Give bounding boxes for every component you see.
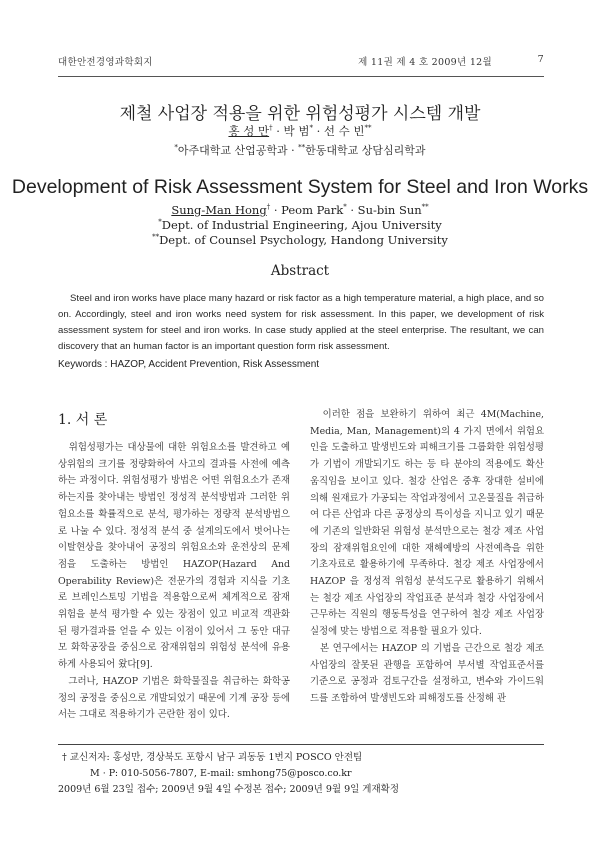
issue-info: 제 11권 제 4 호 2009년 12월	[358, 57, 492, 68]
footnote-divider	[58, 744, 544, 745]
en-author-3-mark: **	[421, 203, 429, 212]
korean-author-1: 홍 성 만	[228, 124, 270, 138]
en-affil-mark-1: *	[158, 218, 162, 227]
footnote-corresponding	[62, 750, 362, 766]
paragraph: 이러한 점을 보완하기 위하여 최근 4M(Machine, Media, Man, Management)의 4 가지 면에서 위험요인을 도출하고 발생빈도와 피해크기를 그룹화한 위험성평가 기법이 개발되기도 하는 등 타 분야의 적용에도 확산 움직임을 보이고 있다. 철강 산업은 중후 장대한 설비에 의해 원재료가 가공되는 작업과정에서 고온물질을 취급하여 다른 산업과 다른 공정상의 특이성을 지니고 있기 때문에 기존의 일반화된 위험성 분석만으로는 철강 제조 사업장의 잠재위험요인에 대한 재해예방의 사전예측을 위한 기초자료로 활용하기에 무족하다. 철강 제조 사업장에서 HAZOP 을 정성적 위험성 분석도구로 활용하기 위해서는 철강 제조 사업장의 작업표준 분석과 철강 사업장에서 근무하는 직원의 행동특성을 연구하여 철강 제조 사업장 실정에 맞는 방법으로 적용할 필요가 있다.	[310, 409, 544, 638]
english-affiliation-1	[0, 218, 600, 232]
author-1-mark: †	[269, 124, 273, 133]
keywords-label: Keywords	[58, 359, 102, 370]
paragraph: 본 연구에서는 HAZOP 의 기법을 근간으로 철강 제조 사업장의 잘못된 관행을 포함하여 부서별 작업표준서를 기준으로 공정과 검토구간을 설정하고, 변수와 가이드워드를 조합하여 발생빈도와 피해정도를 산정해 관	[310, 642, 544, 704]
english-title: Development of Risk Assessment System for Steel and Iron Works	[11, 176, 589, 198]
footnote-dates: 2009년 6월 23일 접수; 2009년 9월 4일 수정본 접수; 2009년 9월 9일 게재확정	[58, 784, 400, 795]
header-divider	[58, 76, 544, 77]
korean-author-3: · 선 수 빈	[312, 124, 365, 138]
english-affiliation-2-text: Dept. of Counsel Psychology, Handong University	[159, 233, 448, 247]
footnote-contact: M · P: 010-5056-7807, E-mail: smhong75@posco.co.kr	[90, 768, 352, 779]
paragraph: 그러나, HAZOP 기법은 화학물질을 취급하는 화학공정의 공정을 중심으로 개발되었기 때문에 기계 공장 등에서는 그대로 적용하기가 곤란한 점이 있다.	[58, 675, 290, 721]
korean-affiliation-2: 한동대학교 상담심리학과	[305, 144, 426, 157]
en-author-1-mark: †	[266, 203, 271, 212]
right-column	[310, 407, 544, 708]
korean-affiliation-1: 아주대학교 산업공학과 ·	[177, 144, 299, 157]
english-affiliation-2	[0, 233, 600, 247]
korean-author-2: · 박 범	[272, 124, 310, 138]
footnote-line-1: 교신저자: 홍성만, 경상북도 포항시 남구 괴동동 1번지 POSCO 안전팀	[69, 752, 363, 763]
english-authors	[0, 203, 600, 217]
affil-mark-1: *	[174, 143, 178, 152]
abstract-text: Steel and iron works have place many hazard or risk factor as a high temperature material, a high place, and so on. Accordingly, steel and iron works need system for risk assessment. In this paper, we development of risk assessment system for steel and iron works. In case study applied at the steel enterprise. The resultant, we can discovery that an human factor is an important question form risk assessment.	[58, 293, 544, 352]
keywords-list: HAZOP, Accident Prevention, Risk Assessment	[110, 359, 320, 370]
keywords-separator: :	[101, 359, 111, 370]
english-author-1: Sung-Man Hong	[171, 203, 267, 217]
left-column	[58, 440, 290, 724]
korean-authors	[0, 123, 600, 139]
journal-name: 대한안전경영과학회지	[58, 57, 153, 68]
page-number: 7	[537, 54, 544, 65]
footnote-mark: †	[62, 752, 67, 763]
abstract-heading: Abstract	[270, 263, 330, 279]
english-author-2: · Peom Park	[270, 203, 344, 217]
author-2-mark: *	[309, 124, 313, 133]
keywords-line	[58, 359, 319, 370]
english-affiliation-1-text: Dept. of Industrial Engineering, Ajou University	[161, 218, 442, 232]
author-3-mark: **	[364, 124, 372, 133]
section-heading: 1. 서 론	[58, 412, 108, 428]
english-author-3: · Su-bin Sun	[346, 203, 422, 217]
paragraph: 위험성평가는 대상물에 대한 위험요소를 발견하고 예상위험의 크기를 정량화하여 사고의 결과를 사전에 예측하는 과정이다. 위험성평가 방법은 어떤 위험요소가 존재하는지를 찾아내는 방법인 정성적 분석방법과 그러한 위험요소를 확률적으로 분석, 평가하는 정량적 분석방법으로 나눌 수 있다. 정성적 분석 중 설계의도에서 벗어나는 이탈현상을 찾아내어 공정의 위험요소와 운전상의 문제점을 도출하는 방법인 HAZOP(Hazard And Operability Review)은 전문가의 경험과 지식을 기초로 브레인스토밍 기법을 적용함으로써 체계적으로 잠재위험을 분석 평가할 수 있는 장점이 있고 비교적 객관화 된 평가결과를 얻을 수 있는 이점이 있어서 그 동안 대규모 화학공장을 중심으로 잠재위험의 위험성 분석에 유용하게 사용되어 왔다[9].	[58, 442, 290, 671]
korean-affiliations	[0, 142, 600, 158]
abstract-body	[58, 291, 544, 355]
affil-mark-2: **	[298, 143, 306, 152]
en-affil-mark-2: **	[152, 233, 160, 242]
korean-title: 제철 사업장 적용을 위한 위험성평가 시스템 개발	[119, 104, 481, 124]
en-author-2-mark: *	[343, 203, 347, 212]
